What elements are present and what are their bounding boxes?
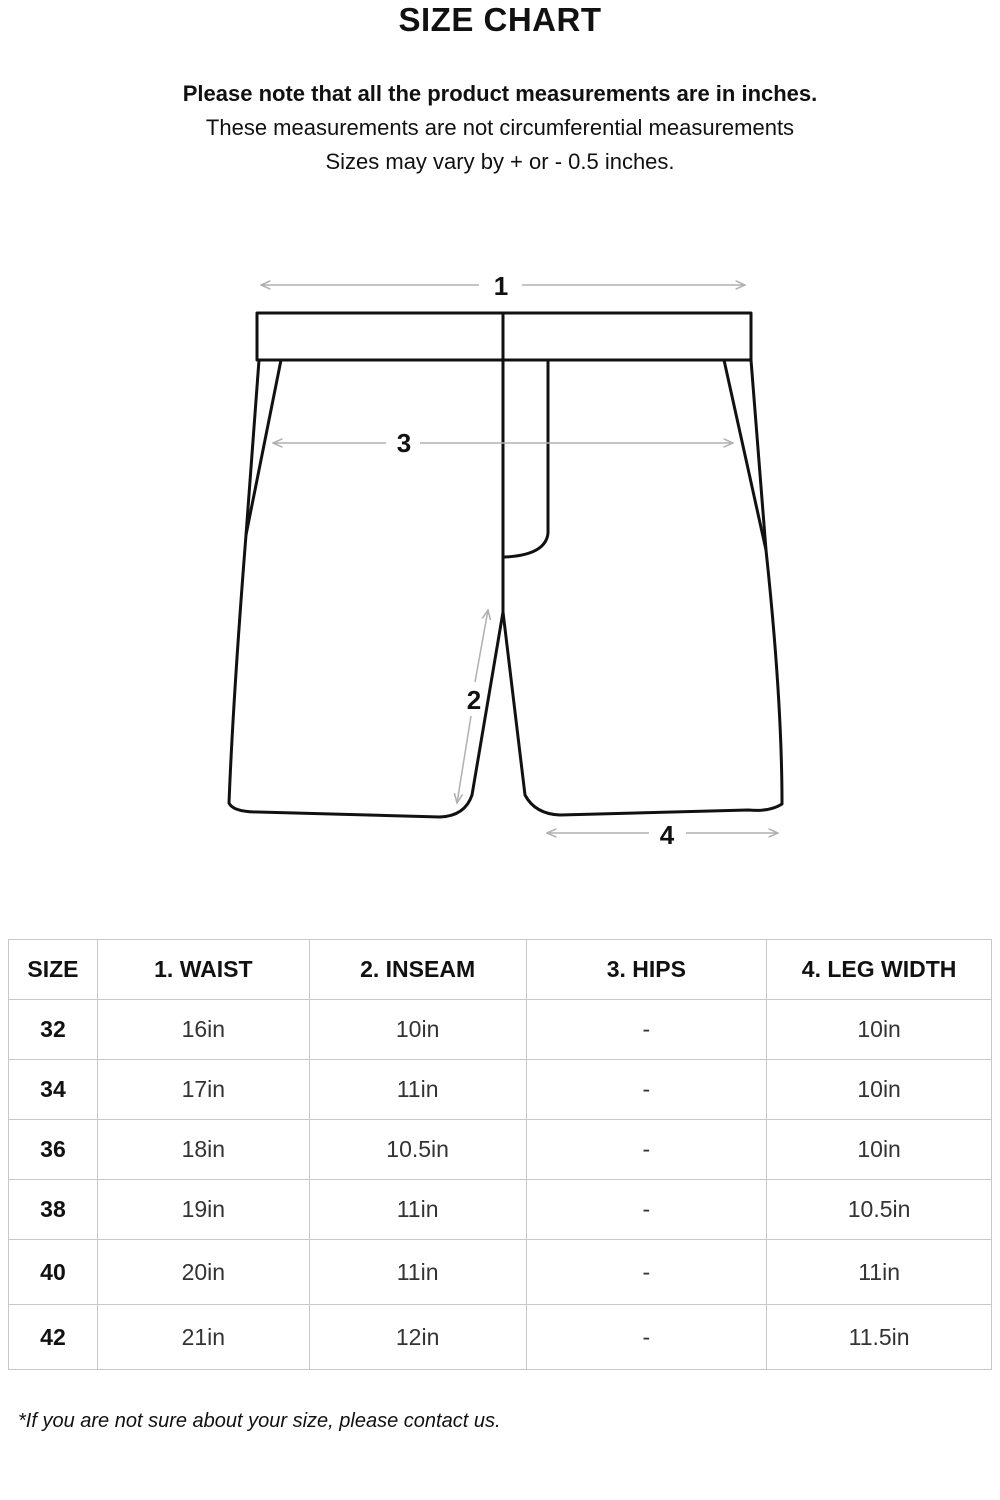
footnote: *If you are not sure about your size, please contact us.	[18, 1410, 501, 1432]
inseam-cell: 10.5in	[309, 1120, 526, 1180]
waist-cell: 20in	[97, 1240, 309, 1305]
leg-width-cell: 10.5in	[767, 1180, 992, 1240]
hips-cell: -	[526, 1240, 767, 1305]
leg-width-cell: 11in	[767, 1240, 992, 1305]
waist-cell: 16in	[97, 1000, 309, 1060]
inseam-cell: 11in	[309, 1180, 526, 1240]
hips-cell: -	[526, 1060, 767, 1120]
page-title: SIZE CHART	[398, 1, 602, 38]
shorts-diagram	[200, 260, 800, 860]
size-cell: 36	[9, 1120, 98, 1180]
inseam-cell: 11in	[309, 1240, 526, 1305]
col-header-leg-width: 4. LEG WIDTH	[767, 940, 992, 1000]
size-cell: 32	[9, 1000, 98, 1060]
col-header-waist: 1. WAIST	[97, 940, 309, 1000]
table-row	[9, 1060, 992, 1120]
leg-width-cell: 10in	[767, 1060, 992, 1120]
waist-cell: 19in	[97, 1180, 309, 1240]
size-cell: 38	[9, 1180, 98, 1240]
hips-cell: -	[526, 1180, 767, 1240]
table-row	[9, 1180, 992, 1240]
note-variance: Sizes may vary by + or - 0.5 inches.	[325, 149, 675, 174]
inseam-cell: 11in	[309, 1060, 526, 1120]
hips-cell: -	[526, 1000, 767, 1060]
waist-cell: 18in	[97, 1120, 309, 1180]
size-table	[8, 939, 992, 1370]
table-row	[9, 1240, 992, 1305]
size-cell: 42	[9, 1305, 98, 1370]
table-row	[9, 1000, 992, 1060]
size-cell: 34	[9, 1060, 98, 1120]
col-header-size: SIZE	[9, 940, 98, 1000]
note-units: Please note that all the product measurements are in inches.	[182, 81, 818, 106]
table-row	[9, 1305, 992, 1370]
hips-cell: -	[526, 1305, 767, 1370]
waist-cell: 21in	[97, 1305, 309, 1370]
note-circumference: These measurements are not circumferential measurements	[205, 115, 795, 140]
leg-width-cell: 10in	[767, 1000, 992, 1060]
leg-width-label: 4	[659, 820, 675, 850]
inseam-label: 2	[466, 685, 482, 715]
leg-width-cell: 10in	[767, 1120, 992, 1180]
waist-cell: 17in	[97, 1060, 309, 1120]
col-header-inseam: 2. INSEAM	[309, 940, 526, 1000]
table-header-row	[9, 940, 992, 1000]
size-cell: 40	[9, 1240, 98, 1305]
shorts-outline	[229, 313, 782, 817]
table-row	[9, 1120, 992, 1180]
col-header-hips: 3. HIPS	[526, 940, 767, 1000]
leg-width-cell: 11.5in	[767, 1305, 992, 1370]
hips-cell: -	[526, 1120, 767, 1180]
hips-label: 3	[396, 428, 412, 458]
inseam-cell: 12in	[309, 1305, 526, 1370]
waist-label: 1	[493, 271, 509, 301]
inseam-arrow	[475, 610, 488, 682]
inseam-cell: 10in	[309, 1000, 526, 1060]
